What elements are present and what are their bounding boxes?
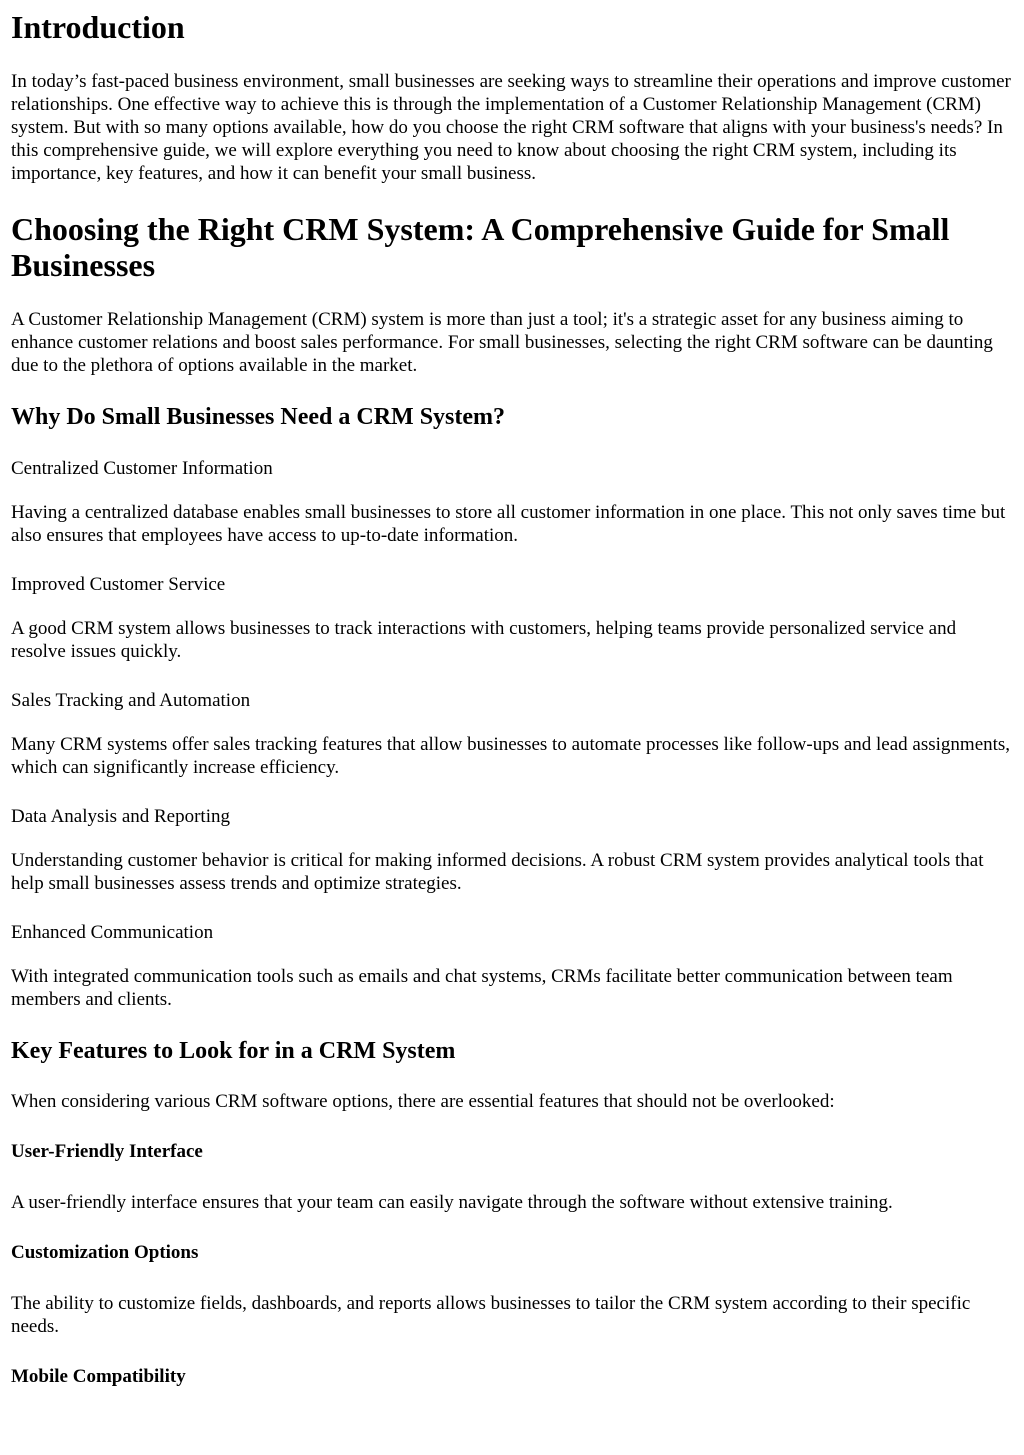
- feature-title: User-Friendly Interface: [11, 1141, 203, 1162]
- features-heading: Key Features to Look for in a CRM System: [11, 1038, 456, 1064]
- why-item-title: Enhanced Communication: [11, 922, 214, 943]
- feature-text: The ability to customize fields, dashboards, and reports allows businesses to tailor the CRM system according to their specific needs.: [11, 1293, 971, 1337]
- why-item-title: Sales Tracking and Automation: [11, 690, 251, 711]
- why-item-text: With integrated communication tools such as emails and chat systems, CRMs facilitate better communication between team members and clients.: [11, 966, 953, 1010]
- feature-text: A user-friendly interface ensures that your team can easily navigate through the software without extensive training.: [11, 1192, 893, 1213]
- features-intro: When considering various CRM software options, there are essential features that should not be overlooked:: [11, 1091, 835, 1112]
- why-item-text: A good CRM system allows businesses to track interactions with customers, helping teams provide personalized service and resolve issues quickly.: [11, 618, 957, 662]
- why-item-text: Many CRM systems offer sales tracking features that allow businesses to automate processes like follow-ups and lead assignments, which can significantly increase efficiency.: [11, 734, 1011, 778]
- why-heading: Why Do Small Businesses Need a CRM System?: [11, 404, 506, 430]
- feature-title: Customization Options: [11, 1242, 199, 1263]
- why-item-title: Centralized Customer Information: [11, 458, 273, 479]
- intro-heading: Introduction: [11, 9, 185, 45]
- why-item-title: Data Analysis and Reporting: [11, 806, 230, 827]
- intro-paragraph: In today’s fast-paced business environment, small businesses are seeking ways to streamline their operations and improve customer relationships. One effective way to achieve this is through the implementation of a Customer Relationship Management (CRM) system. But with so many options available, how do you choose the right CRM software that aligns with your business's needs? In this comprehensive guide, we will explore everything you need to know about choosing the right CRM system, including its importance, key features, and how it can benefit your small business.: [11, 71, 1011, 184]
- article: [0, 9, 1024, 1388]
- guide-paragraph: A Customer Relationship Management (CRM) system is more than just a tool; it's a strategic asset for any business aiming to enhance customer relations and boost sales performance. For small businesses, selecting the right CRM software can be daunting due to the plethora of options available in the market.: [11, 309, 993, 376]
- why-item-text: Understanding customer behavior is critical for making informed decisions. A robust CRM system provides analytical tools that help small businesses assess trends and optimize strategies.: [11, 850, 984, 894]
- why-item-title: Improved Customer Service: [11, 574, 226, 595]
- guide-heading: Choosing the Right CRM System: A Comprehensive Guide for Small Businesses: [11, 211, 950, 283]
- feature-title: Mobile Compatibility: [11, 1366, 186, 1387]
- why-item-text: Having a centralized database enables small businesses to store all customer information in one place. This not only saves time but also ensures that employees have access to up-to-date information.: [11, 502, 1006, 546]
